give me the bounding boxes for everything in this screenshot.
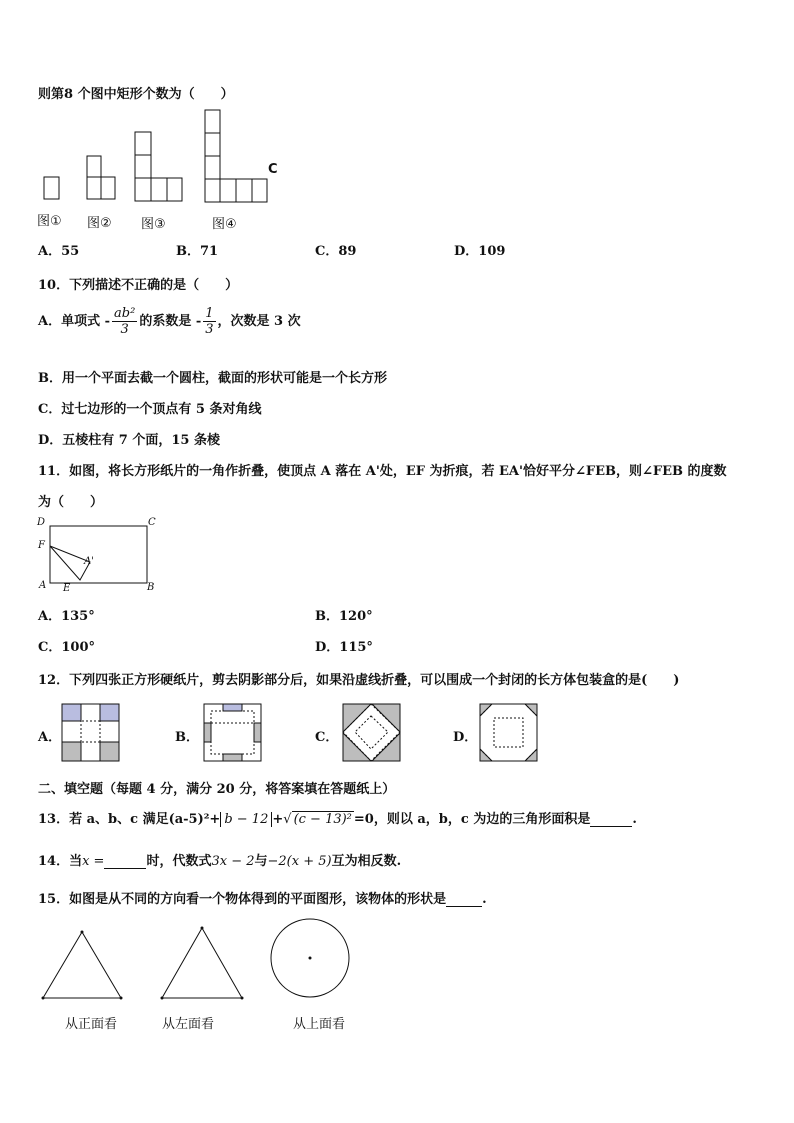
- q9-option-b: B．71: [176, 244, 219, 259]
- section2-title: 二、填空题（每题 4 分，满分 20 分，将答案填在答题纸上）: [38, 782, 396, 797]
- q14-mid: 时，代数式: [146, 854, 212, 869]
- q9-point-c: C: [268, 162, 278, 177]
- q12-option-a-label: A．: [38, 730, 62, 745]
- q10-option-c: C．过七边形的一个顶点有 5 条对角线: [38, 402, 262, 417]
- fraction-numerator: ab²: [114, 306, 136, 321]
- q11-option-d: D．115°: [315, 640, 373, 655]
- q11-label-b: B: [147, 582, 155, 593]
- q9-option-d: D．109: [454, 244, 506, 259]
- q11-option-a: A．135°: [38, 609, 95, 624]
- q9-fig-label-2: 图②: [87, 216, 112, 231]
- q11-option-c: C．100°: [38, 640, 95, 655]
- q12-option-c-label: C．: [315, 730, 339, 745]
- q14-prefix: 14．当: [38, 854, 83, 869]
- q9-fig-label-1: 图①: [37, 214, 62, 229]
- q14-expr1: 3x − 2: [211, 854, 255, 869]
- q11-label-c: C: [148, 517, 156, 528]
- fraction-numerator: 1: [205, 306, 214, 321]
- q14-x-var: x =: [82, 854, 105, 869]
- q11-label-a: A: [39, 580, 47, 591]
- q10-option-d: D．五棱柱有 7 个面，15 条棱: [38, 433, 220, 448]
- q13-sqrt-content: (c − 13)²: [293, 812, 352, 827]
- q10-option-b: B．用一个平面去截一个圆柱，截面的形状可能是一个长方形: [38, 371, 387, 386]
- q10-a-mid: 的系数是 -: [139, 314, 202, 329]
- q13-suffix: =0，则以 a，b，c 为边的三角形面积是: [353, 812, 591, 827]
- fraction-denominator: 3: [205, 322, 214, 337]
- q13-end: .: [632, 812, 637, 827]
- q10-a-suffix: ，次数是 3 次: [217, 314, 301, 329]
- q11-label-f: F: [38, 540, 45, 551]
- front-view-triangle: [43, 932, 121, 998]
- q15-caption-left: 从左面看: [162, 1017, 215, 1032]
- q9-fig-label-4: 图④: [212, 217, 237, 232]
- sqrt-icon: √: [283, 812, 292, 827]
- q15-caption-top: 从上面看: [293, 1017, 346, 1032]
- q12-option-d-label: D．: [453, 730, 478, 745]
- q9-stem: 则第8 个图中矩形个数为（ ）: [38, 87, 234, 102]
- q9-option-c: C．89: [315, 244, 357, 259]
- q14-with: 与: [254, 854, 268, 869]
- fraction-denominator: 3: [120, 322, 129, 337]
- q13-prefix: 13．若 a、b、c 满足(a-5)²+: [38, 812, 221, 827]
- q14-suffix: 互为相反数.: [331, 854, 402, 869]
- q15-caption-front: 从正面看: [65, 1017, 118, 1032]
- q11-label-d: D: [37, 517, 46, 528]
- q10-a-prefix: A．单项式 -: [38, 314, 111, 329]
- q11-option-b: B．120°: [315, 609, 373, 624]
- q11-stem-line2: 为（ ）: [38, 495, 104, 510]
- q9-option-a: A．55: [38, 244, 80, 259]
- q11-label-e: E: [63, 583, 71, 594]
- q15-stem: 15．如图是从不同的方向看一个物体得到的平面图形，该物体的形状是: [38, 892, 447, 907]
- q13-absolute-value: b − 12: [220, 812, 272, 827]
- circle-center-dot: [309, 957, 312, 960]
- q12-option-b-label: B．: [175, 730, 199, 745]
- q10-stem: 10．下列描述不正确的是（ ）: [38, 278, 239, 293]
- q15-end: .: [482, 892, 487, 907]
- q11-label-a-prime: A': [84, 556, 94, 567]
- left-view-triangle: [162, 928, 242, 998]
- q13-plus: +: [272, 812, 284, 827]
- q12-stem: 12．下列四张正方形硬纸片，剪去阴影部分后，如果沿虚线折叠，可以围成一个封闭的长方体包装盒的是( ): [38, 673, 680, 688]
- q11-stem-line1: 11．如图，将长方形纸片的一角作折叠，使顶点 A 落在 A'处，EF 为折痕，若 EA'恰好平分∠FEB，则∠FEB 的度数: [38, 464, 727, 479]
- q14-expr2: −2(x + 5): [267, 854, 332, 869]
- q9-fig-label-3: 图③: [141, 217, 166, 232]
